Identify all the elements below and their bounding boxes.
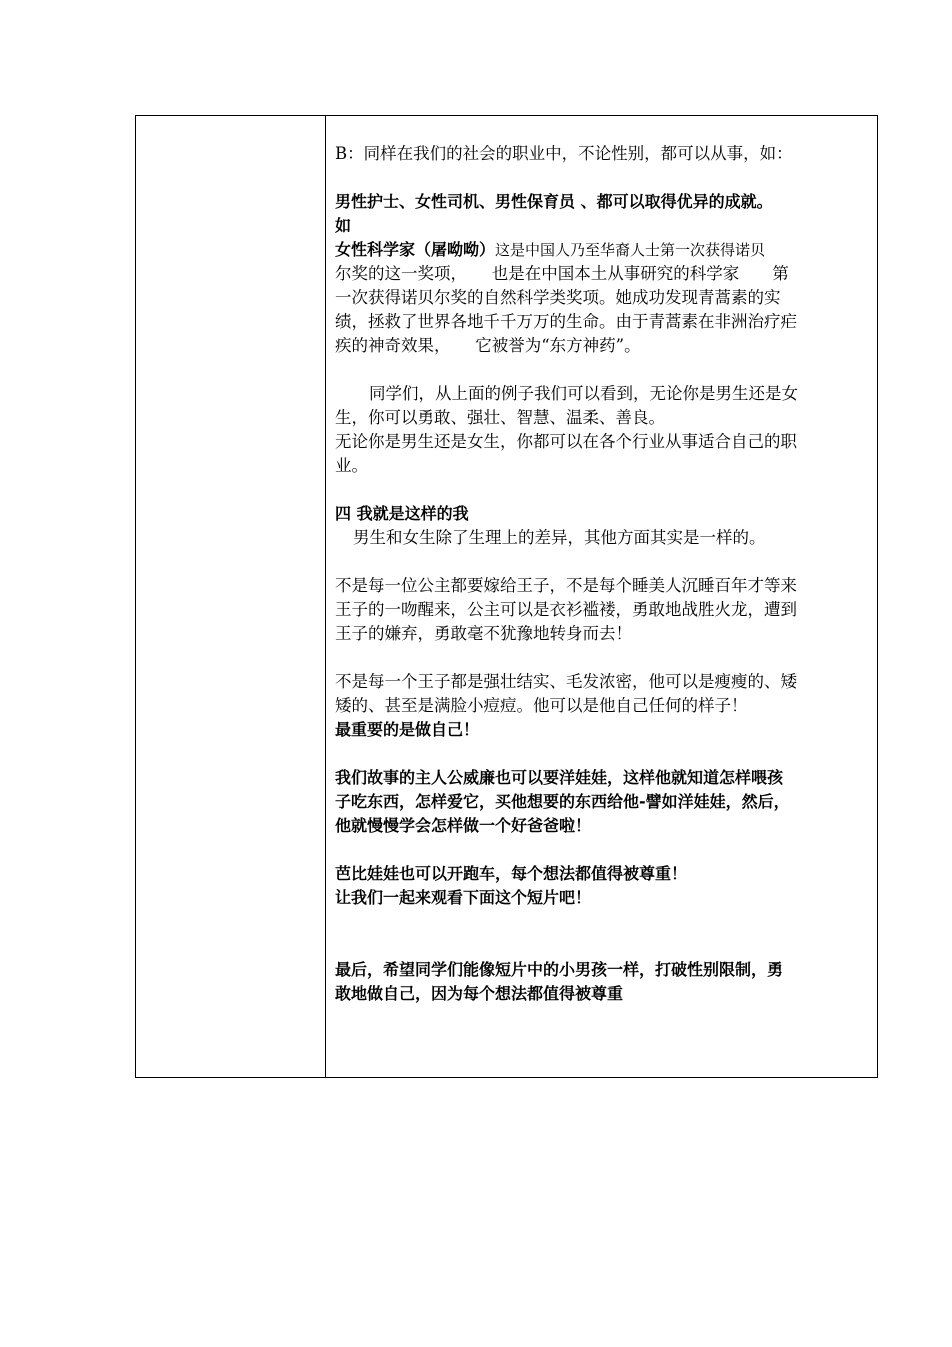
princess-line-2: 王子的一吻醒来，公主可以是衣衫褴褛，勇敢地战胜火龙，遭到	[335, 600, 797, 619]
classmates-line-1: 同学们，从上面的例子我们可以看到，无论你是男生还是女	[369, 384, 798, 403]
be-yourself-line: 最重要的是做自己！	[335, 720, 480, 739]
barbie-line-2: 让我们一起来观看下面这个短片吧！	[335, 888, 592, 907]
final-line-1: 最后，希望同学们能像短片中的小男孩一样，打破性别限制，勇	[335, 960, 784, 979]
scientist-line-4: 绩，拯救了世界各地千千万万的生命。由于青蒿素在非洲治疗疟	[335, 312, 797, 331]
classmates-line-4: 业。	[335, 456, 368, 475]
lesson-table	[135, 115, 878, 1078]
scientist-name: 女性科学家（屠呦呦）	[335, 240, 496, 259]
scientist-line-3: 一次获得诺贝尔奖的自然科学类奖项。她成功发现青蒿素的实	[335, 288, 781, 307]
scientist-line-5: 疾的神奇效果， 它被誉为“东方神药”。	[335, 336, 641, 355]
final-line-2: 敢地做自己，因为每个想法都值得被尊重	[335, 984, 624, 1003]
classmates-line-2: 生，你可以勇敢、强壮、智慧、温柔、善良。	[335, 408, 665, 427]
story-line-1: 我们故事的主人公威廉也可以要洋娃娃，这样他就知道怎样喂孩	[335, 768, 784, 787]
princess-line-3: 王子的嫌弃，勇敢毫不犹豫地转身而去！	[335, 624, 632, 643]
prince-line-1: 不是每一个王子都是强壮结实、毛发浓密，他可以是瘦瘦的、矮	[335, 672, 797, 691]
table-left-cell	[136, 116, 326, 1077]
barbie-line-1: 芭比娃娃也可以开跑车，每个想法都值得被尊重！	[335, 864, 688, 883]
scientist-line-1	[335, 238, 869, 262]
paragraph-b: B：同样在我们的社会的职业中，不论性别，都可以从事，如：	[335, 144, 793, 163]
prince-line-2: 矮的、甚至是满脸小痘痘。他可以是他自己任何的样子！	[335, 696, 748, 715]
classmates-line-3: 无论你是男生还是女生，你都可以在各个行业从事适合自己的职	[335, 432, 797, 451]
section-4-intro: 男生和女生除了生理上的差异，其他方面其实是一样的。	[353, 528, 766, 547]
story-line-3: 他就慢慢学会怎样做一个好爸爸啦！	[335, 816, 592, 835]
section-4-title: 四 我就是这样的我	[335, 504, 469, 523]
examples-bold-line-1: 男性护士、女性司机、男性保育员 、都可以取得优异的成就。	[335, 192, 773, 211]
table-content-cell	[326, 116, 877, 1077]
scientist-text-1: 这是中国人乃至华裔人士第一次获得诺贝	[495, 241, 766, 259]
story-line-2: 子吃东西，怎样爱它，买他想要的东西给他-譬如洋娃娃，然后，	[335, 792, 790, 811]
princess-line-1: 不是每一位公主都要嫁给王子，不是每个睡美人沉睡百年才等来	[335, 576, 797, 595]
scientist-line-2: 尔奖的这一奖项， 也是在中国本土从事研究的科学家 第	[335, 264, 789, 283]
examples-bold-line-2: 如	[335, 216, 352, 235]
